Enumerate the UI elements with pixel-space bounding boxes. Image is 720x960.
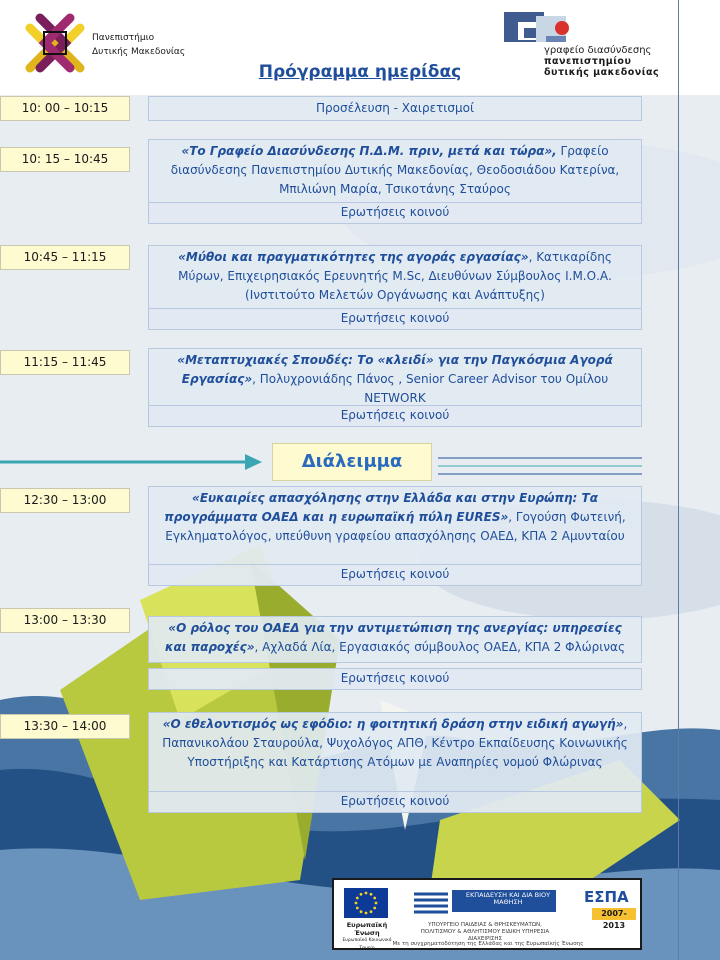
arrow-right-icon [0, 452, 272, 472]
questions-bar: Ερωτήσεις κοινού [148, 668, 642, 690]
session-title: «Μεταπτυχιακές Σπουδές: Το «κλειδί» για την Παγκόσμια Αγορά Εργασίας» [177, 353, 613, 386]
session-time: 13:30 – 14:00 [0, 714, 130, 739]
session-title: «Ο εθελοντισμός ως εφόδιο: η φοιτητική δράση στην ειδική αγωγή» [162, 717, 624, 731]
session-title: «Ο ρόλος του ΟΑΕΔ για την αντιμετώπιση της ανεργίας: υπηρεσίες και παροχές» [164, 621, 622, 654]
funding-logos [332, 878, 642, 950]
questions-bar: Ερωτήσεις κοινού [148, 564, 642, 586]
session-text: , Αχλαδά Λία, Εργασιακός σύμβουλος ΟΑΕΔ, ΚΠΑ 2 Φλώρινας [254, 640, 626, 654]
espa-years: 2007-2013 [592, 908, 636, 920]
session-time: 10: 15 – 10:45 [0, 147, 130, 172]
session-title: «Ευκαιρίες απασχόλησης στην Ελλάδα και στην Ευρώπη: Τα προγράμματα ΟΑΕΔ και η ευρωπαϊκή πύλη EURES» [164, 491, 598, 524]
session-title: «Μύθοι και πραγματικότητες της αγοράς εργασίας» [178, 250, 529, 264]
session-text: Προσέλευση - Χαιρετισμοί [316, 101, 474, 115]
session-text: Γραφείο διασύνδεσης Πανεπιστημίου Δυτικής Μακεδονίας, Θεοδοσιάδου Κατερίνα, Μπιλιώνη Μαρία, Τσικοτάνης Σταύρος [170, 144, 620, 196]
session-box [148, 712, 642, 792]
page-title: Πρόγραμμα ημερίδας [258, 62, 462, 82]
questions-bar: Ερωτήσεις κοινού [148, 308, 642, 330]
university-name-line2: Δυτικής Μακεδονίας [92, 47, 186, 57]
program-name: ΕΠΙΧΕΙΡΗΣΙΑΚΟ ΠΡΟΓΡΑΜΜΑ ΕΚΠΑΙΔΕΥΣΗ ΚΑΙ ΔΙΑ ΒΙΟΥ ΜΑΘΗΣΗ [461, 883, 555, 906]
office-name-line3: δυτικής μακεδονίας [544, 67, 660, 78]
eu-flag-icon [344, 888, 388, 918]
office-name-line2: πανεπιστημίου [544, 56, 632, 67]
session-box [148, 245, 642, 309]
session-time: 10:45 – 11:15 [0, 245, 130, 270]
session-text: , Πολυχρονιάδης Πάνος , Senior Career Advisor του Ομίλου NETWORK [252, 372, 609, 405]
eu-label-sub: Ευρωπαϊκό Κοινωνικό Ταμείο [342, 938, 392, 951]
break-label: Διάλειμμα [272, 443, 432, 481]
session-time: 10: 00 – 10:15 [0, 96, 130, 121]
questions-bar: Ερωτήσεις κοινού [148, 202, 642, 224]
session-time: 13:00 – 13:30 [0, 608, 130, 633]
break-lines [438, 455, 642, 477]
session-box [148, 96, 642, 121]
session-time: 12:30 – 13:00 [0, 488, 130, 513]
espa-logo: ΕΣΠΑ [584, 888, 629, 906]
eu-label-name: Ευρωπαϊκή Ένωση [346, 921, 388, 937]
questions-bar: Ερωτήσεις κοινού [148, 405, 642, 427]
session-box [148, 139, 642, 203]
session-box [148, 348, 642, 406]
session-time: 11:15 – 11:45 [0, 350, 130, 375]
session-text: , Παπανικολάου Σταυρούλα, Ψυχολόγος ΑΠΘ, Κέντρο Εκπαίδευσης Κοινωνικής Υποστήριξης και Κατάρτισης Ατόμων με Αναπηρίες νομού Φλώρινας [162, 717, 628, 769]
office-name-line1: γραφείο διασύνδεσης [544, 45, 652, 56]
session-text: , Γογούση Φωτεινή, Εγκληματολόγος, υπεύθυνη γραφείου απασχόλησης ΟΑΕΔ, ΚΠΑ 2 Αμυνταίου [165, 510, 626, 543]
divider-line [678, 0, 679, 960]
session-box [148, 616, 642, 663]
session-title: «Το Γραφείο Διασύνδεσης Π.Δ.Μ. πριν, μετά και τώρα», [181, 144, 557, 158]
session-box [148, 486, 642, 565]
university-name [92, 31, 185, 59]
session-text: , Κατικαρίδης Μύρων, Επιχειρησιακός Ερευνητής M.Sc, Διευθύνων Σύμβουλος Ι.Μ.Ο.Α. (Ινστιτούτο Μελετών Οργάνωσης και Ανάπτυξης) [178, 250, 612, 302]
ministry-name: ΥΠΟΥΡΓΕΙΟ ΠΑΙΔΕΙΑΣ & ΘΡΗΣΚΕΥΜΑΤΩΝ, ΠΟΛΙΤΙΣΜΟΥ & ΑΘΛΗΤΙΣΜΟΥ ΕΙΔΙΚΗ ΥΠΗΡΕΣΙΑ ΔΙΑΧΕΙΡΙΣΗΣ [420, 922, 550, 942]
questions-bar: Ερωτήσεις κοινού [148, 791, 642, 813]
cofinancing-note: Με τη συγχρηματοδότηση της Ελλάδας και της Ευρωπαϊκής Ένωσης [392, 941, 584, 947]
eu-label [338, 921, 396, 953]
university-name-line1: Πανεπιστήμιο [92, 33, 155, 43]
